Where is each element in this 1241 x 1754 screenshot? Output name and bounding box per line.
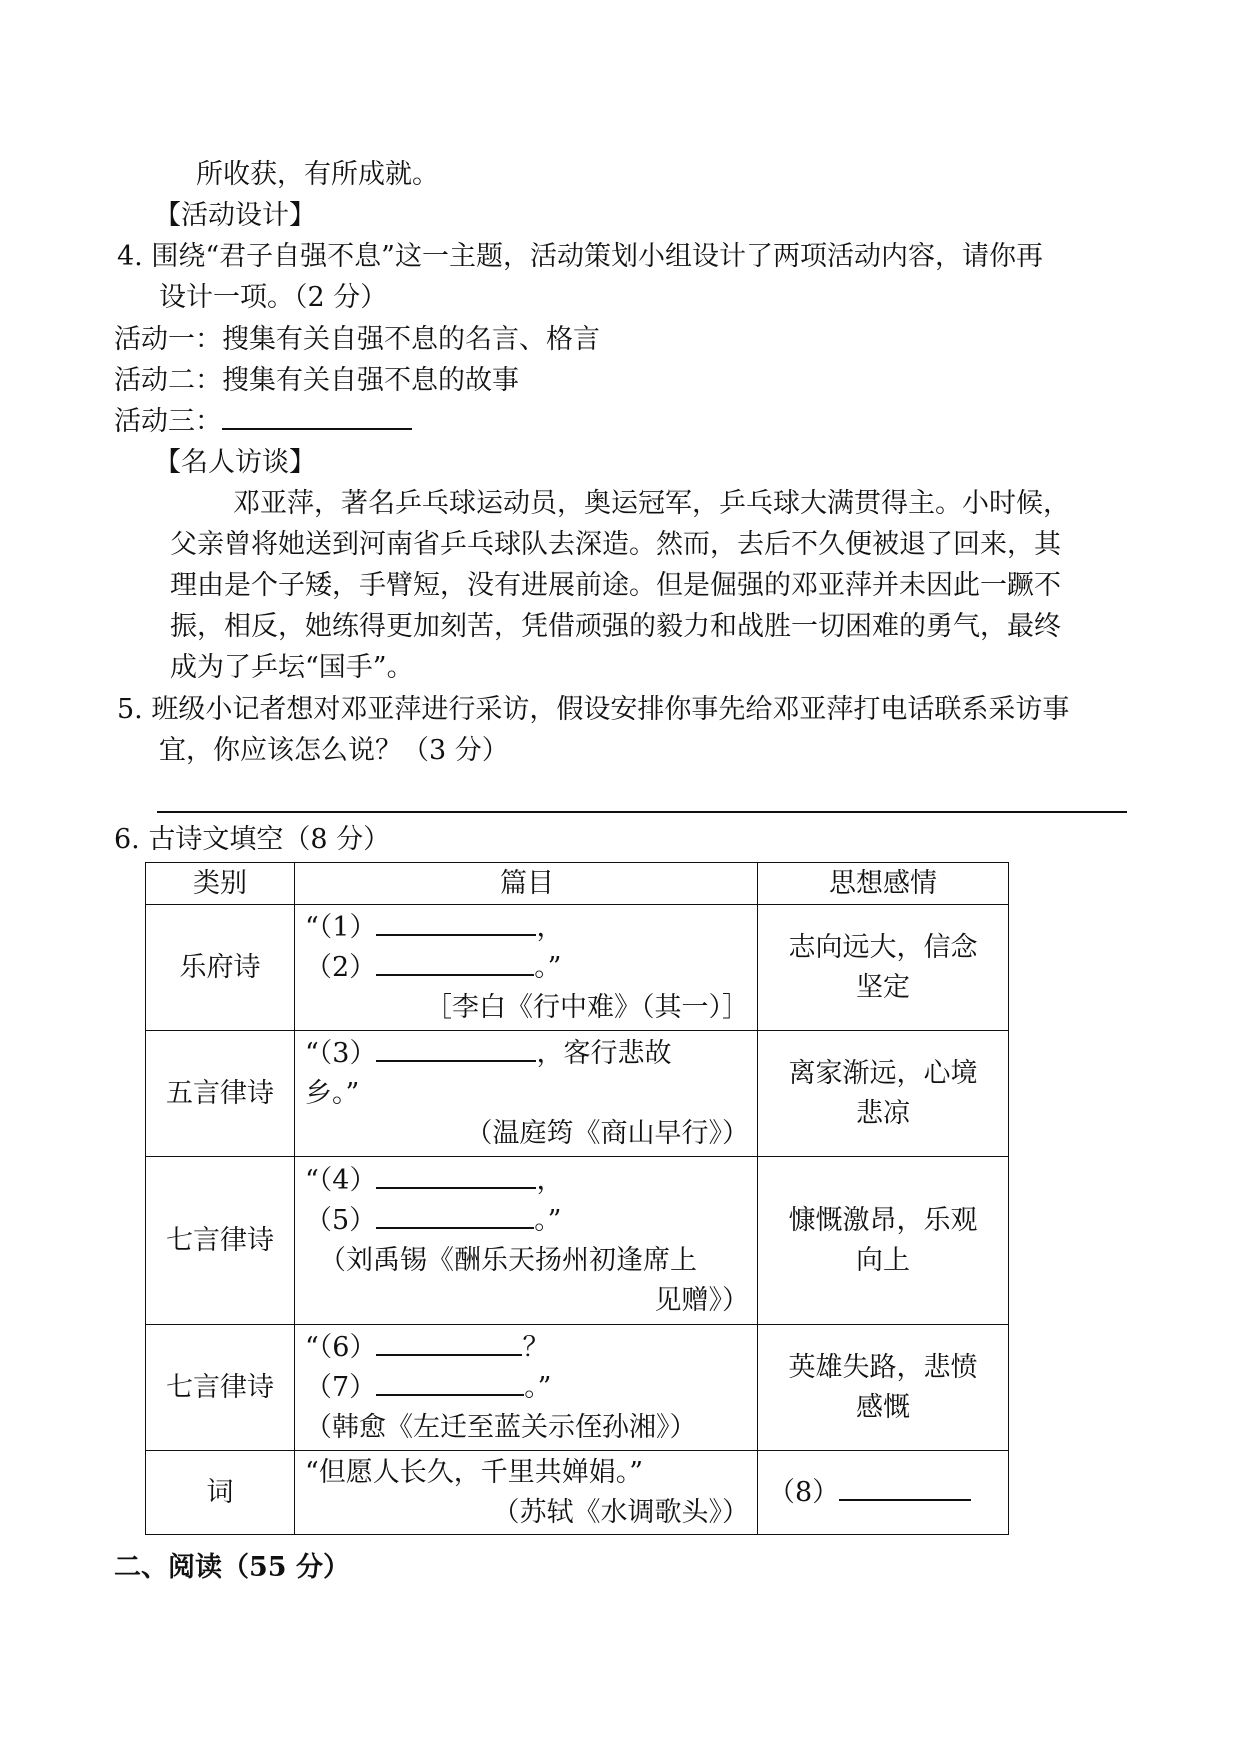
interview-line-2: 父亲曾将她送到河南省乒乓球队去深造。然而，去后不久便被退了回来，其 bbox=[170, 529, 1061, 560]
blank-7[interactable] bbox=[376, 1368, 524, 1396]
row2-feeling bbox=[758, 1031, 1009, 1157]
row1-blank2-label: （2） bbox=[305, 951, 377, 983]
q4-activity3-label: 活动三： bbox=[114, 406, 222, 437]
row4-feeling-line1: 英雄失路，悲愤 bbox=[788, 1351, 978, 1383]
interview-line-5: 成为了乒坛“国手”。 bbox=[170, 652, 414, 683]
row2-category: 五言律诗 bbox=[146, 1031, 295, 1157]
row1-feeling-line1: 志向远大，信念 bbox=[788, 931, 978, 963]
activity-design-heading: 【活动设计】 bbox=[154, 200, 316, 231]
q4-activity2: 活动二：搜集有关自强不息的故事 bbox=[114, 365, 519, 396]
row4-feeling bbox=[758, 1325, 1009, 1451]
row5-blank8-label: （8） bbox=[768, 1476, 840, 1508]
blank-2[interactable] bbox=[376, 948, 534, 976]
q4-line2: 设计一项。（2 分） bbox=[159, 282, 388, 313]
row1-blank1-label: “（1） bbox=[305, 911, 377, 943]
q5-line1: 5. 班级小记者想对邓亚萍进行采访，假设安排你事先给邓亚萍打电话联系采访事 bbox=[117, 694, 1070, 725]
header-feeling: 思想感情 bbox=[758, 863, 1009, 905]
row5-line1: “但愿人长久，千里共婵娟。” bbox=[305, 1456, 644, 1488]
intro-tail: 所收获，有所成就。 bbox=[196, 159, 439, 190]
row3-feeling bbox=[758, 1157, 1009, 1325]
row4-blank6-punct: ？ bbox=[522, 1331, 550, 1363]
row1-title-cell bbox=[295, 905, 758, 1031]
row4-category: 七言律诗 bbox=[146, 1325, 295, 1451]
row5-category: 词 bbox=[146, 1451, 295, 1535]
header-title: 篇目 bbox=[295, 863, 758, 905]
row4-title-cell bbox=[295, 1325, 758, 1451]
interview-line-4: 振，相反，她练得更加刻苦，凭借顽强的毅力和战胜一切困难的勇气，最终 bbox=[170, 611, 1061, 642]
row4-blank7-label: （7） bbox=[305, 1371, 377, 1403]
interview-line-1: 邓亚萍，著名乒乓球运动员，奥运冠军，乒乓球大满贯得主。小时候， bbox=[233, 488, 1070, 519]
row3-blank5-punct: 。” bbox=[534, 1204, 562, 1236]
blank-4[interactable] bbox=[376, 1161, 536, 1189]
interview-line-3: 理由是个子矮，手臂短，没有进展前途。但是倔强的邓亚萍并未因此一蹶不 bbox=[170, 570, 1061, 601]
row2-title-cell bbox=[295, 1031, 758, 1157]
row1-category: 乐府诗 bbox=[146, 905, 295, 1031]
table-row bbox=[146, 1325, 1009, 1451]
q4-activity3 bbox=[114, 402, 412, 442]
row3-category: 七言律诗 bbox=[146, 1157, 295, 1325]
poem-fill-table bbox=[145, 862, 1009, 1535]
row2-source: （温庭筠《商山早行》） bbox=[465, 1117, 749, 1149]
row4-blank7-punct: 。” bbox=[524, 1371, 552, 1403]
interview-heading: 【名人访谈】 bbox=[154, 447, 316, 478]
row1-feeling bbox=[758, 905, 1009, 1031]
q4-activity3-blank[interactable] bbox=[222, 402, 412, 430]
q6-title: 6. 古诗文填空（8 分） bbox=[114, 824, 391, 855]
row1-blank1-punct: ， bbox=[536, 911, 564, 943]
section2-heading: 二、阅读（55 分） bbox=[114, 1552, 350, 1583]
row5-title-cell bbox=[295, 1451, 758, 1535]
row5-source: （苏轼《水调歌头》） bbox=[492, 1496, 749, 1528]
row5-feeling bbox=[758, 1451, 1009, 1535]
row2-line2: 乡。” bbox=[305, 1077, 360, 1109]
table-row bbox=[146, 1451, 1009, 1535]
row1-source: ［李白《行中难》（其一）］ bbox=[425, 991, 749, 1023]
table-header-row bbox=[146, 863, 1009, 905]
table-row bbox=[146, 905, 1009, 1031]
table-row bbox=[146, 1157, 1009, 1325]
blank-1[interactable] bbox=[376, 908, 536, 936]
q4-line1: 4. 围绕“君子自强不息”这一主题，活动策划小组设计了两项活动内容，请你再 bbox=[117, 241, 1043, 272]
row3-blank4-label: “（4） bbox=[305, 1164, 377, 1196]
row3-title-cell bbox=[295, 1157, 758, 1325]
row3-blank5-label: （5） bbox=[305, 1204, 377, 1236]
blank-5[interactable] bbox=[376, 1201, 534, 1229]
blank-8[interactable] bbox=[839, 1473, 971, 1501]
row2-feeling-line1: 离家渐远，心境 bbox=[788, 1057, 978, 1089]
row3-blank4-punct: ， bbox=[536, 1164, 564, 1196]
row4-feeling-line2: 感慨 bbox=[856, 1391, 910, 1423]
row3-feeling-line2: 向上 bbox=[856, 1244, 910, 1276]
blank-6[interactable] bbox=[376, 1328, 522, 1356]
q4-activity1: 活动一：搜集有关自强不息的名言、格言 bbox=[114, 324, 600, 355]
row1-feeling-line2: 坚定 bbox=[856, 971, 910, 1003]
row2-feeling-line2: 悲凉 bbox=[856, 1097, 910, 1129]
row2-blank3-tail: ，客行悲故 bbox=[536, 1037, 672, 1069]
row3-feeling-line1: 慷慨激昂，乐观 bbox=[788, 1204, 978, 1236]
row3-source-line1: （刘禹锡《酬乐天扬州初逢席上 bbox=[319, 1244, 697, 1276]
q5-answer-line[interactable] bbox=[157, 811, 1127, 813]
row3-source-line2: 见赠》） bbox=[654, 1284, 749, 1316]
q5-line2: 宜，你应该怎么说？（3 分） bbox=[159, 735, 509, 766]
blank-3[interactable] bbox=[376, 1034, 536, 1062]
row4-blank6-label: “（6） bbox=[305, 1331, 377, 1363]
row1-blank2-punct: 。” bbox=[534, 951, 562, 983]
row4-source: （韩愈《左迁至蓝关示侄孙湘》） bbox=[305, 1411, 697, 1443]
header-category: 类别 bbox=[146, 863, 295, 905]
row2-blank3-label: “（3） bbox=[305, 1037, 377, 1069]
table-row bbox=[146, 1031, 1009, 1157]
